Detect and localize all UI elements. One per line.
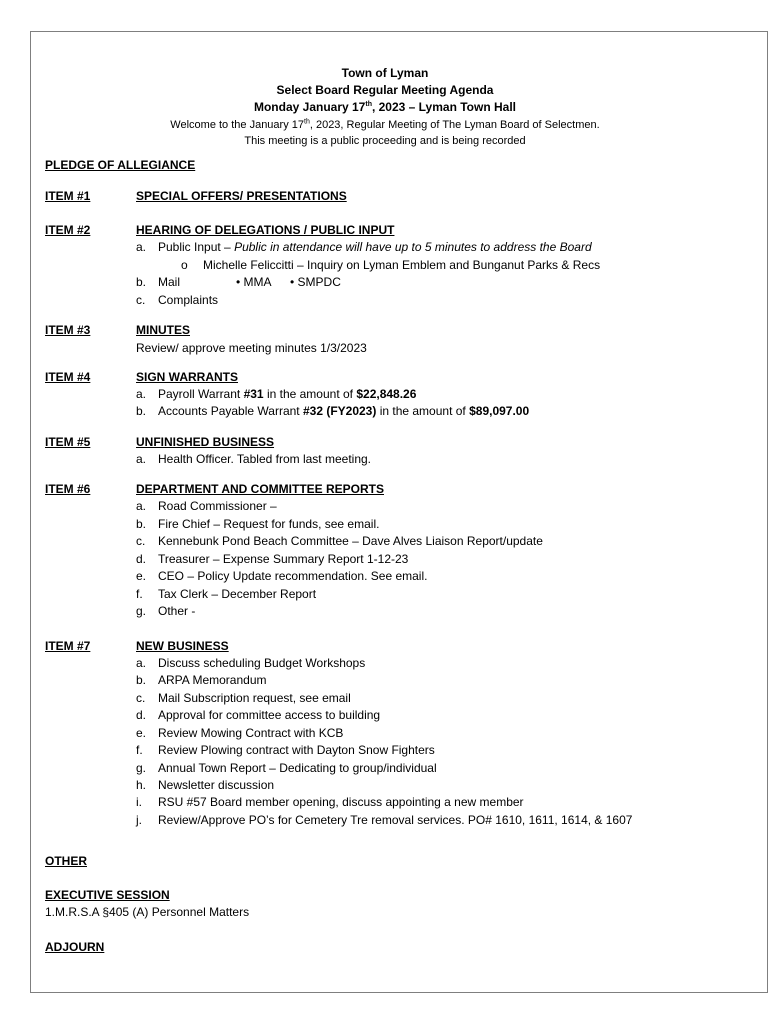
item-4-a: a. Payroll Warrant #31 in the amount of $22,848.26 (136, 387, 417, 401)
item-7-title: NEW BUSINESS (136, 639, 229, 653)
list-item: c. Mail Subscription request, see email (136, 691, 351, 705)
mail-mma: • MMA (236, 275, 272, 289)
list-item: h. Newsletter discussion (136, 778, 275, 792)
item-6-label: ITEM #6 (45, 482, 91, 496)
adjourn-heading: ADJOURN (45, 940, 105, 954)
list-item: c. Kennebunk Pond Beach Committee – Dave Alves Liaison Report/update (136, 534, 543, 548)
list-item: e. Review Mowing Contract with KCB (136, 726, 344, 740)
item-2-a-sub: o Michelle Feliccitti – Inquiry on Lyman Emblem and Bunganut Parks & Recs (181, 258, 601, 272)
recording-notice: This meeting is a public proceeding and is being recorded (244, 135, 526, 147)
pledge-heading: PLEDGE OF ALLEGIANCE (45, 158, 196, 172)
list-item: d. Treasurer – Expense Summary Report 1-12-23 (136, 552, 409, 566)
list-item: i. RSU #57 Board member opening, discuss appointing a new member (136, 795, 524, 809)
list-item: a. Discuss scheduling Budget Workshops (136, 656, 366, 670)
item-6-title: DEPARTMENT AND COMMITTEE REPORTS (136, 482, 384, 496)
item-4-b: b. Accounts Payable Warrant #32 (FY2023) in the amount of $89,097.00 (136, 404, 530, 418)
item-3-title: MINUTES (136, 323, 190, 337)
welcome-line: Welcome to the January 17th, 2023, Regular Meeting of The Lyman Board of Selectmen. (170, 118, 600, 131)
agenda-title: Select Board Regular Meeting Agenda (276, 83, 494, 97)
list-item: j. Review/Approve PO’s for Cemetery Tre removal services. PO# 1610, 1611, 1614, & 1607 (136, 813, 633, 827)
item-4-label: ITEM #4 (45, 370, 91, 384)
item-2-b: b. Mail (136, 275, 181, 289)
list-item: g. Other - (136, 604, 196, 618)
list-item: g. Annual Town Report – Dedicating to group/individual (136, 761, 437, 775)
item-1-label: ITEM #1 (45, 189, 91, 203)
list-item: e. CEO – Policy Update recommendation. See email. (136, 569, 428, 583)
list-item: b. Fire Chief – Request for funds, see email. (136, 517, 380, 531)
item-2-c: c. Complaints (136, 293, 219, 307)
item-2-a: a. Public Input – Public in attendance will have up to 5 minutes to address the Board (136, 240, 592, 254)
list-item: d. Approval for committee access to building (136, 708, 381, 722)
item-5-title: UNFINISHED BUSINESS (136, 435, 275, 449)
item-1-title: SPECIAL OFFERS/ PRESENTATIONS (136, 189, 347, 203)
item-7-label: ITEM #7 (45, 639, 91, 653)
town-title: Town of Lyman (341, 66, 429, 80)
other-heading: OTHER (45, 854, 87, 868)
item-5-a: a. Health Officer. Tabled from last meeting. (136, 452, 371, 466)
list-item: a. Road Commissioner – (136, 499, 277, 513)
executive-session-heading: EXECUTIVE SESSION (45, 888, 170, 902)
item-3-label: ITEM #3 (45, 323, 91, 337)
item-5-label: ITEM #5 (45, 435, 91, 449)
item-2-label: ITEM #2 (45, 223, 91, 237)
list-item: f. Review Plowing contract with Dayton Snow Fighters (136, 743, 435, 757)
item-2-title: HEARING OF DELEGATIONS / PUBLIC INPUT (136, 223, 395, 237)
item-3-text: Review/ approve meeting minutes 1/3/2023 (136, 341, 367, 355)
list-item: f. Tax Clerk – December Report (136, 587, 317, 601)
mail-smpdc: • SMPDC (290, 275, 341, 289)
executive-session-text: 1.M.R.S.A §405 (A) Personnel Matters (45, 905, 250, 919)
item-4-title: SIGN WARRANTS (136, 370, 238, 384)
list-item: b. ARPA Memorandum (136, 673, 267, 687)
meeting-date: Monday January 17th, 2023 – Lyman Town Hall (253, 100, 517, 114)
